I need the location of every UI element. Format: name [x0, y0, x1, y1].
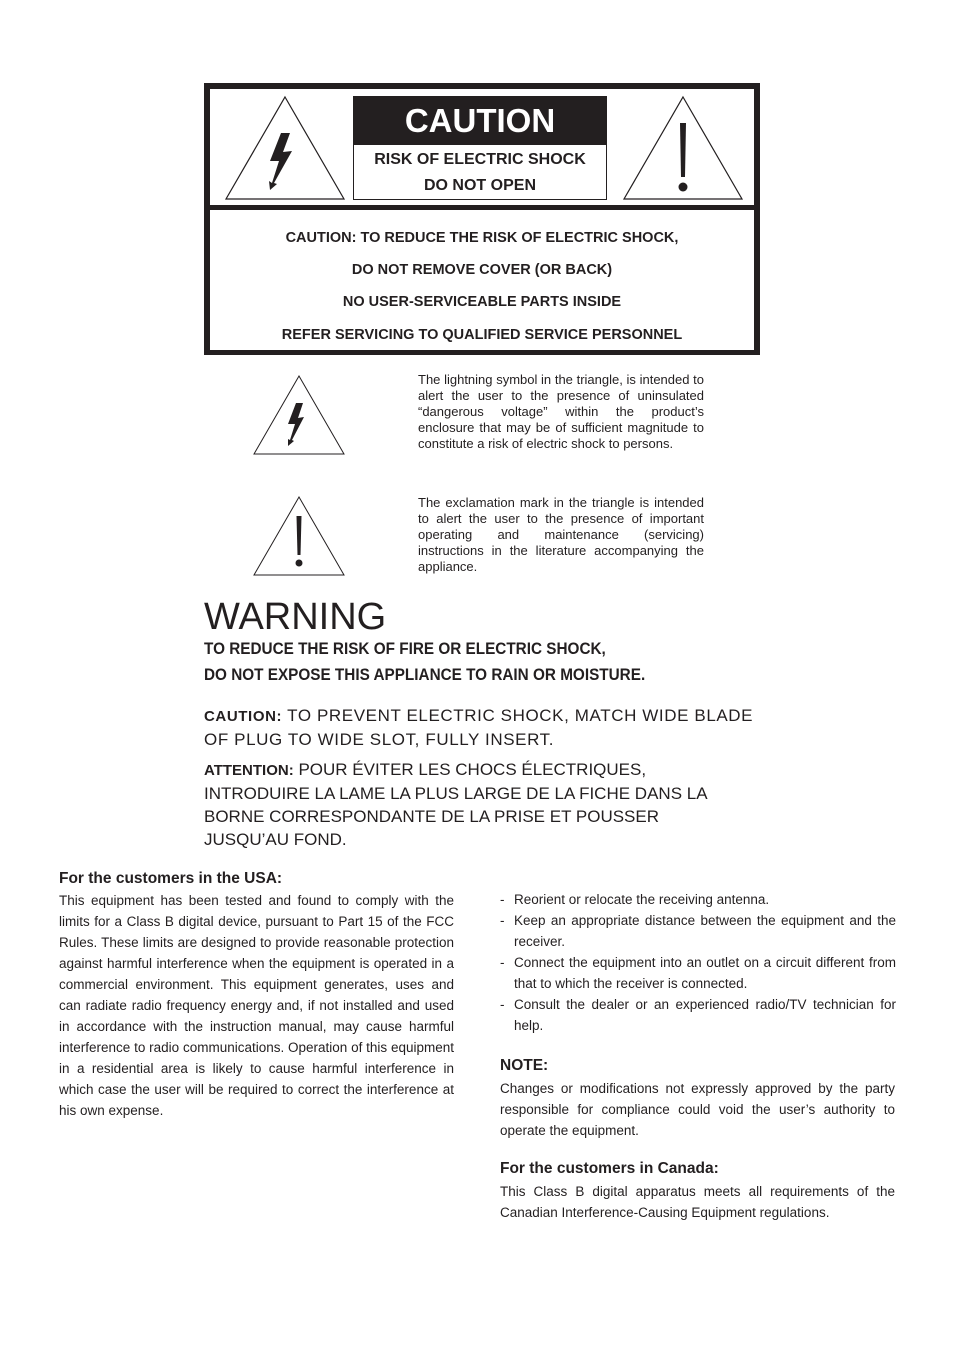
warning-title: WARNING: [204, 596, 387, 638]
plug-caution-paragraph: [204, 704, 764, 751]
bullet-marker: -: [500, 892, 505, 907]
caution-notice-line: REFER SERVICING TO QUALIFIED SERVICE PERSONNEL: [281, 327, 683, 343]
canada-body: This Class B digital apparatus meets all requirements of the Canadian Interference-Causing Equipment regulations.: [500, 1184, 895, 1220]
list-item: [498, 952, 896, 994]
caution-label-panel: [210, 89, 754, 205]
bullet-marker: -: [500, 955, 505, 970]
caution-label-title: CAUTION: [354, 97, 606, 145]
lightning-symbol-icon: [253, 375, 345, 455]
lightning-warning-icon: [224, 95, 346, 201]
note-heading: NOTE:: [500, 1057, 549, 1074]
plug-caution-text: TO PREVENT ELECTRIC SHOCK, MATCH WIDE BLADE OF PLUG TO WIDE SLOT, FULLY INSERT.: [204, 706, 754, 749]
note-body: Changes or modifications not expressly approved by the party responsible for compliance could void the user’s authority to operate the equipment.: [500, 1081, 895, 1138]
list-item: [498, 910, 896, 952]
usa-body: This equipment has been tested and found to comply with the limits for a Class B digital device, pursuant to Part 15 of the FCC Rules. These limits are designed to provide reasonable protection against harmful interference when the equipment is operated in a commercial environment. This equipment generates, uses and can radiate radio frequency energy and, if not installed and used in accordance with the instruction manual, may cause harmful interference to radio communications. Operation of this equipment in a residential area is likely to cause harmful interference in which case the user will be required to correct the interference at his own expense.: [59, 893, 454, 1118]
plug-caution-lead: CAUTION:: [204, 708, 283, 725]
attention-lead: ATTENTION:: [204, 762, 294, 779]
list-item-text: Connect the equipment into an outlet on a circuit different from that to which the receiver is connected.: [514, 955, 896, 991]
list-item-text: Reorient or relocate the receiving antenna.: [514, 892, 770, 907]
attention-text: POUR ÉVITER LES CHOCS ÉLECTRIQUES, INTRODUIRE LA LAME LA PLUS LARGE DE LA FICHE DANS LA BORNE CORRESPONDANTE DE LA PRISE ET POUSSER JUSQU’AU FOND.: [204, 760, 707, 849]
caution-notice-line: NO USER-SERVICEABLE PARTS INSIDE: [342, 294, 622, 310]
canada-heading: For the customers in Canada:: [500, 1160, 719, 1177]
attention-paragraph: [204, 758, 744, 851]
caution-notice-panel: [210, 210, 754, 350]
list-item: [498, 994, 896, 1036]
exclamation-warning-icon: [622, 95, 744, 201]
bullet-marker: -: [500, 913, 505, 928]
caution-notice-line: CAUTION: TO REDUCE THE RISK OF ELECTRIC SHOCK,: [285, 230, 679, 246]
interference-measures-list: [498, 889, 896, 1036]
bullet-marker: -: [500, 997, 505, 1012]
caution-label-line2: DO NOT OPEN: [423, 177, 536, 194]
caution-box: [204, 83, 760, 355]
lightning-symbol-text: The lightning symbol in the triangle, is intended to alert the user to the presence of uninsulated “dangerous voltage” within the product’s enclosure that may be of sufficient magnitude to constitute a risk of electric shock to persons.: [418, 372, 704, 451]
usa-heading: For the customers in the USA:: [59, 870, 283, 887]
caution-label-line1: RISK OF ELECTRIC SHOCK: [374, 151, 586, 168]
list-item-text: Consult the dealer or an experienced radio/TV technician for help.: [514, 997, 896, 1033]
list-item: [498, 889, 896, 910]
exclamation-symbol-icon: [253, 496, 345, 576]
caution-notice-line: DO NOT REMOVE COVER (OR BACK): [351, 262, 613, 278]
warning-line1: TO REDUCE THE RISK OF FIRE OR ELECTRIC SHOCK,: [204, 639, 606, 658]
exclamation-symbol-text: The exclamation mark in the triangle is intended to alert the user to the presence of important operating and maintenance (servicing) instructions in the literature accompanying the appliance.: [418, 495, 704, 574]
warning-line2: DO NOT EXPOSE THIS APPLIANCE TO RAIN OR MOISTURE.: [204, 665, 646, 684]
list-item-text: Keep an appropriate distance between the equipment and the receiver.: [514, 913, 896, 949]
caution-label: [353, 96, 607, 200]
